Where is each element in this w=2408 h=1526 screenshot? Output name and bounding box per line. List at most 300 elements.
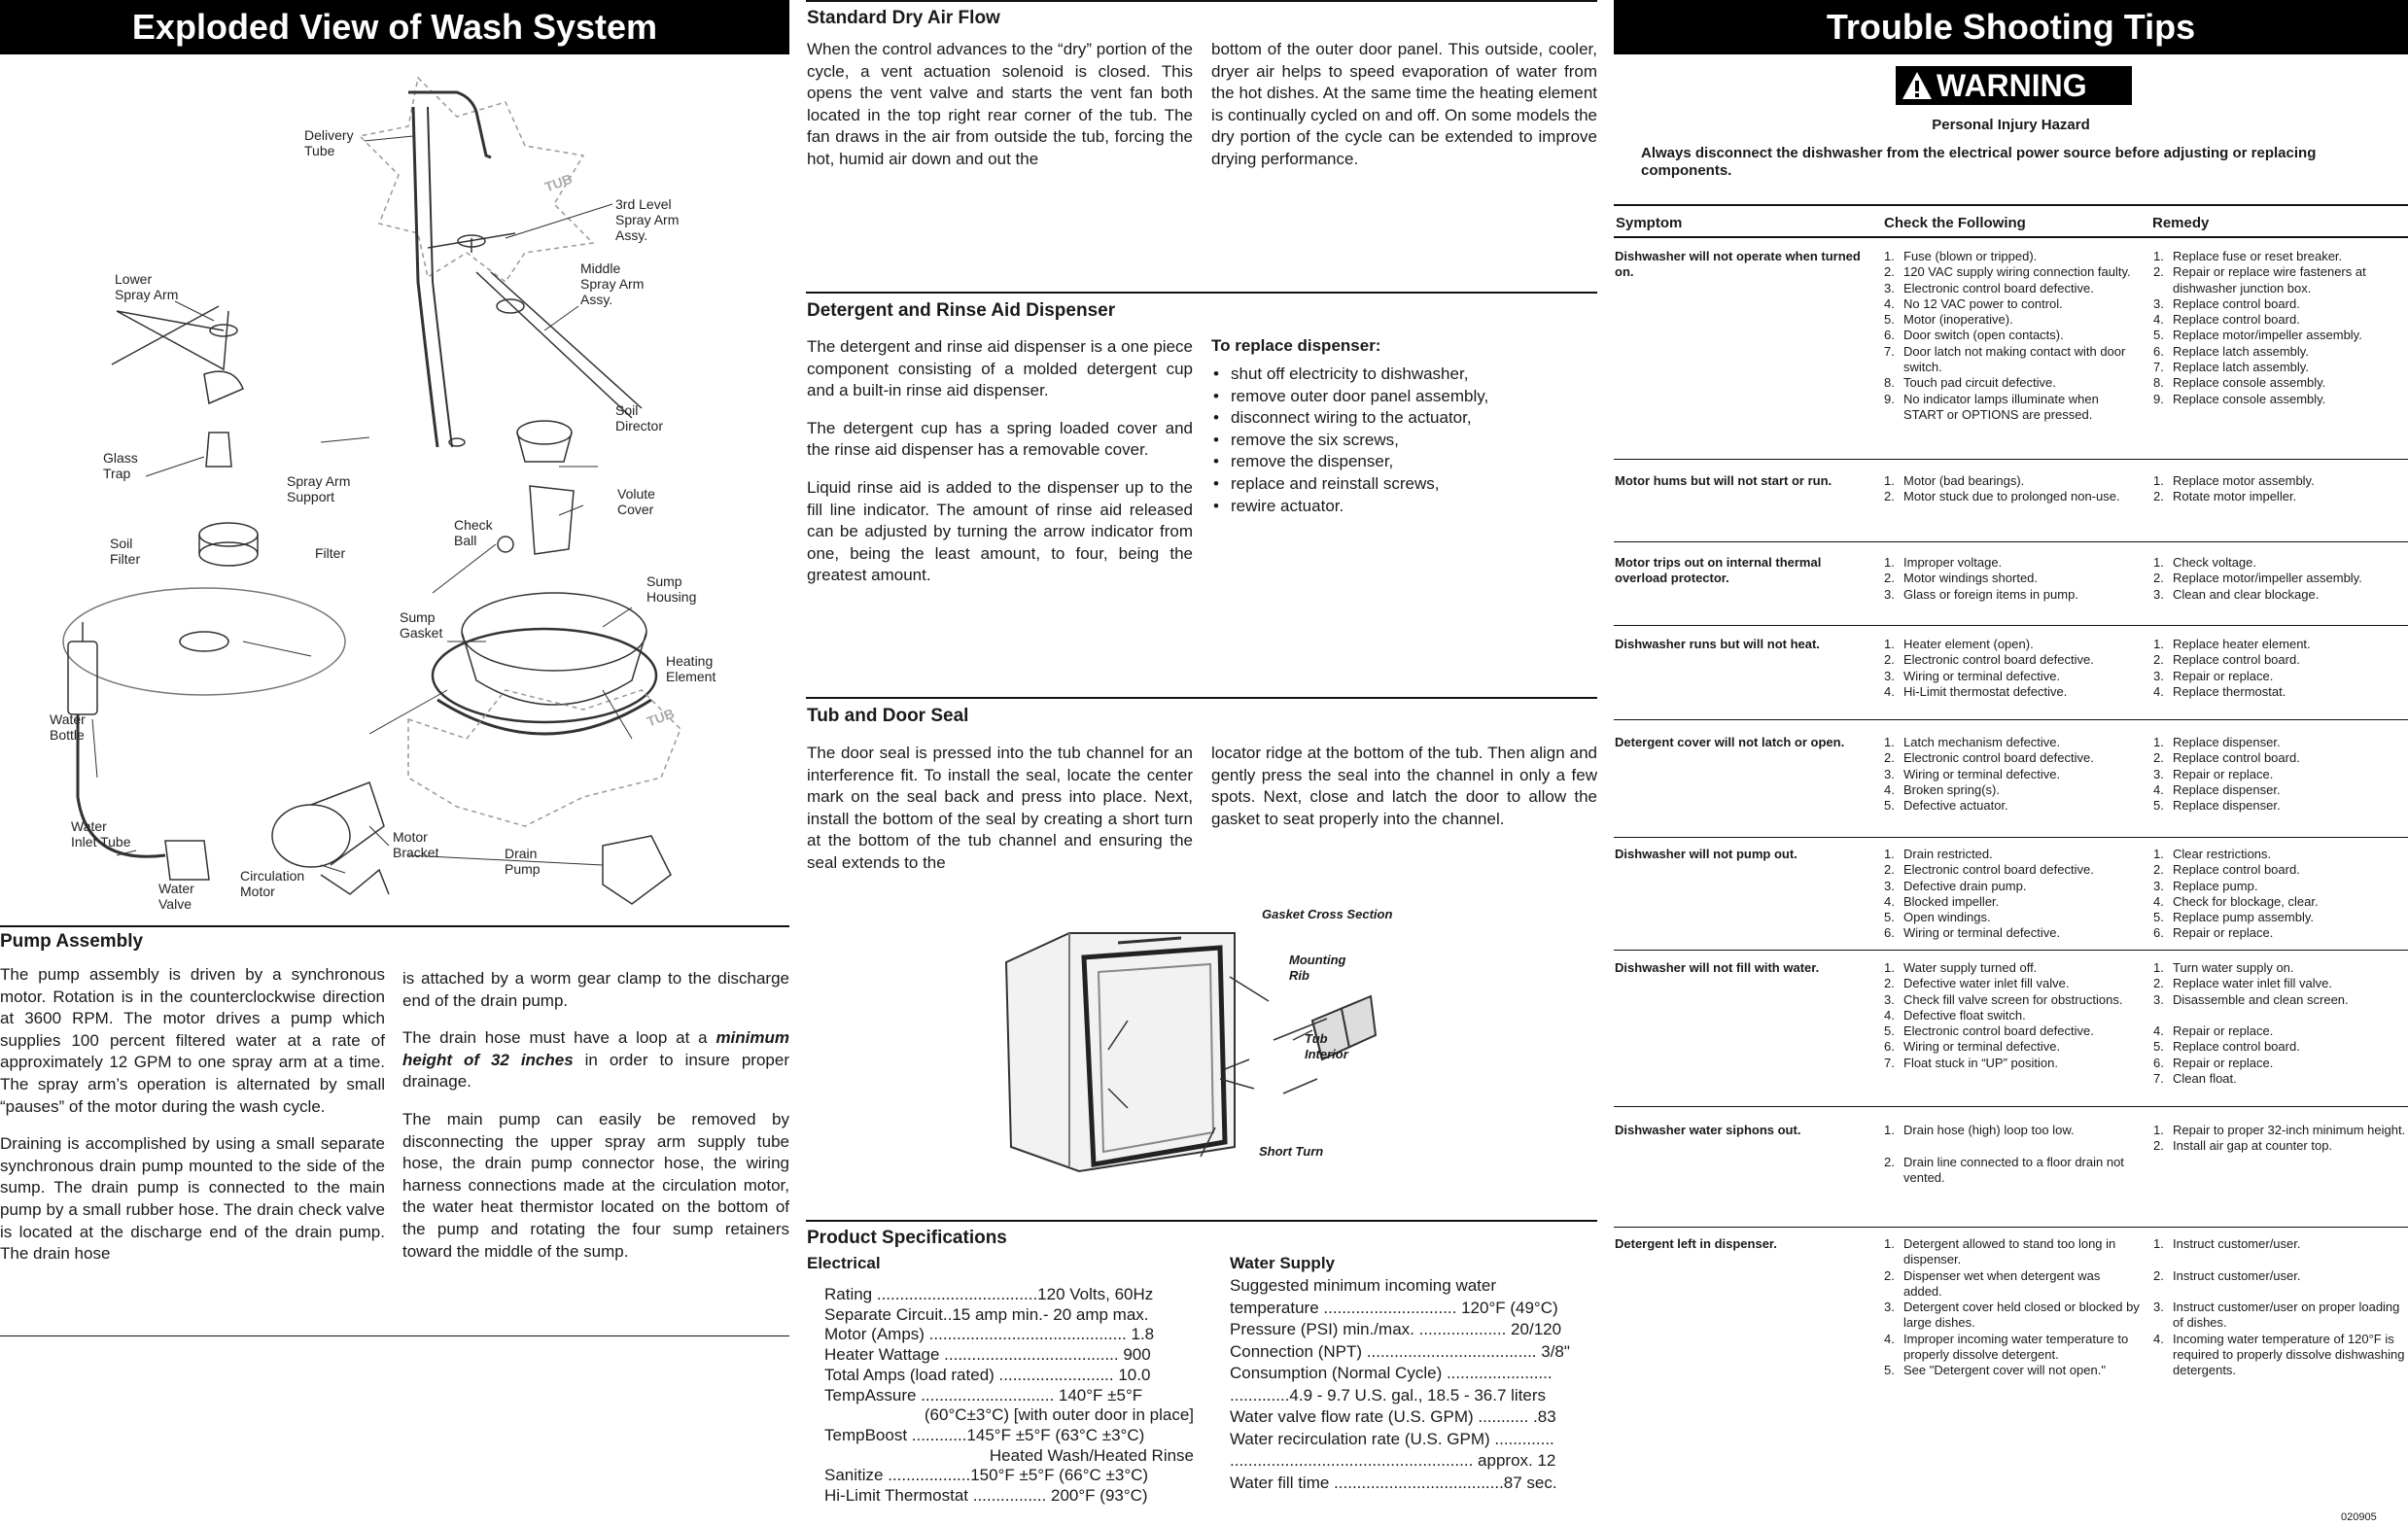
remedy-item: 1. Turn water supply on. xyxy=(2153,960,2294,975)
check-item: 1. Drain hose (high) loop too low. xyxy=(1884,1123,2075,1137)
item-text: Replace latch assembly. xyxy=(2173,343,2309,359)
item-text: Repair or replace wire fasteners at dishwasher junction box. xyxy=(2173,264,2366,295)
symptom-text: Motor trips out on internal thermal overload protector. xyxy=(1615,555,1822,586)
item-text: Replace motor/impeller assembly. xyxy=(2173,571,2362,586)
remedy-item: 3. Repair or replace. xyxy=(2153,766,2274,781)
item-text: Replace control board. xyxy=(2173,295,2300,311)
item-text: Clean and clear blockage. xyxy=(2173,586,2320,602)
item-text: Detergent allowed to stand too long in dispenser. xyxy=(1903,1236,2116,1267)
item-text: Electronic control board defective. xyxy=(1903,1023,2094,1039)
item-text: Open windings. xyxy=(1903,910,1991,925)
remedy-item: 1. Clear restrictions. xyxy=(2153,847,2272,861)
seal-column-1 xyxy=(807,743,1193,890)
check-item: 9. No indicator lamps illuminate when START or OPTIONS are pressed. xyxy=(1884,391,2099,422)
item-text: Heater element (open). xyxy=(1903,637,2034,651)
item-text: Replace motor assembly. xyxy=(2173,473,2315,488)
item-text: Incoming water temperature of 120°F is required to properly dissolve dishwashing detergents. xyxy=(2173,1331,2405,1378)
delivery-tube xyxy=(408,92,491,447)
item-text: Instruct customer/user. xyxy=(2173,1236,2301,1251)
item-text: No 12 VAC power to control. xyxy=(1903,295,2063,311)
remedy-item: 1. Replace motor assembly. xyxy=(2153,473,2315,488)
remedy-item: 6. Repair or replace. xyxy=(2153,1055,2274,1070)
remedy-item: 3. Disassemble and clean screen. xyxy=(2153,991,2349,1007)
label-sump-gasket: Sump Gasket xyxy=(400,609,443,641)
remedy-item: 1. Check voltage. xyxy=(2153,555,2256,570)
row-divider xyxy=(1614,1106,2408,1107)
check-list xyxy=(1882,1123,2141,1186)
symptom-text: Detergent left in dispenser. xyxy=(1615,1236,1777,1251)
item-text: Electronic control board defective. xyxy=(1903,750,2094,766)
remedy-item: 2. Replace control board. xyxy=(2153,862,2300,878)
table-top-rule xyxy=(1614,204,2408,206)
remedy-item: 4. Check for blockage, clear. xyxy=(2153,893,2319,909)
check-item: 4. Blocked impeller. xyxy=(1884,893,2000,909)
check-list xyxy=(1882,1236,2141,1379)
remedy-item: 2. Replace control board. xyxy=(2153,652,2300,668)
warning-badge xyxy=(1896,66,2132,105)
check-item: 5. Electronic control board defective. xyxy=(1884,1023,2094,1039)
warning-triangle-icon xyxy=(1901,70,1934,101)
item-text: Wiring or terminal defective. xyxy=(1903,766,2061,781)
replace-step: • remove outer door panel assembly, xyxy=(1211,386,1597,408)
remedy-item: 3. Repair or replace. xyxy=(2153,668,2274,683)
check-list xyxy=(1882,735,2141,814)
item-text: Replace motor/impeller assembly. xyxy=(2173,328,2362,343)
detergent-column-1 xyxy=(807,336,1193,603)
item-text: Electronic control board defective. xyxy=(1903,280,2094,295)
spec-motor-amps: Motor (Amps) ........................................... 1.8 xyxy=(824,1325,1155,1344)
label-third-level-spray-arm: 3rd Level Spray Arm Assy. xyxy=(615,196,680,243)
check-item: 3. Wiring or terminal defective. xyxy=(1884,668,2061,683)
spec-valve-flow: Water valve flow rate (U.S. GPM) ........... .83 xyxy=(1230,1407,1556,1426)
remedy-item: 9. Replace console assembly. xyxy=(2153,391,2326,406)
spec-recirculation-value: ..................................................... approx. 12 xyxy=(1230,1451,1556,1470)
mounting-rib-label: Mounting Rib xyxy=(1289,953,1346,983)
item-text: Repair or replace. xyxy=(2173,1023,2274,1039)
remedy-item: 1. Replace dispenser. xyxy=(2153,735,2281,749)
remedy-item: 2. Rotate motor impeller. xyxy=(2153,489,2297,504)
detergent-paragraph-1: The detergent and rinse aid dispenser is a one piece component consisting of a molded detergent cup and a built-in rinse aid dispenser. xyxy=(807,337,1193,400)
item-text: Clean float. xyxy=(2173,1071,2237,1087)
remedy-item: 4. Incoming water temperature of 120°F is required to properly dissolve dishwashing detergents. xyxy=(2153,1331,2405,1378)
item-text: Repair or replace. xyxy=(2173,1055,2274,1070)
item-text: Float stuck in “UP” position. xyxy=(1903,1055,2058,1070)
remedy-item xyxy=(2151,1252,2408,1267)
symptom-text: Dishwasher runs but will not heat. xyxy=(1615,637,1820,651)
spec-tempassure: TempAssure ............................. 140°F ±5°F xyxy=(824,1385,1143,1405)
item-text: Install air gap at counter top. xyxy=(2173,1138,2333,1154)
item-text: Wiring or terminal defective. xyxy=(1903,1039,2061,1055)
item-text: Repair or replace. xyxy=(2173,668,2274,683)
remedy-item: 3. Replace pump. xyxy=(2153,878,2258,893)
item-text: No indicator lamps illuminate when START or OPTIONS are pressed. xyxy=(1903,391,2099,422)
remedy-item: 4. Replace control board. xyxy=(2153,312,2300,328)
lower-spray-arm xyxy=(112,306,228,369)
specs-section-rule xyxy=(806,1220,1597,1222)
electrical-specs xyxy=(824,1285,1194,1507)
replace-step: • disconnect wiring to the actuator, xyxy=(1211,407,1597,430)
check-item: 1. Water supply turned off. xyxy=(1884,960,2038,975)
remedy-list xyxy=(2151,555,2408,603)
item-text: Drain hose (high) loop too low. xyxy=(1903,1123,2075,1137)
remedy-item: 4. Replace dispenser. xyxy=(2153,781,2281,797)
detergent-paragraph-2: The detergent cup has a spring loaded cover and the rinse aid dispenser has a removable cover. xyxy=(807,418,1193,460)
drain-hose-min-height: minimum height of 32 inches xyxy=(402,1028,789,1069)
spec-pressure: Pressure (PSI) min./max. ................... 20/120 xyxy=(1230,1320,1562,1338)
item-text: Clear restrictions. xyxy=(2173,847,2272,861)
spec-heater-wattage: Heater Wattage ...................................... 900 xyxy=(824,1345,1151,1365)
item-text: Drain restricted. xyxy=(1903,847,1993,861)
item-text: Replace fuse or reset breaker. xyxy=(2173,249,2343,263)
pump-assembly-title: Pump Assembly xyxy=(0,931,144,952)
seal-section-rule xyxy=(806,697,1597,699)
item-text: Motor windings shorted. xyxy=(1903,571,2039,586)
row-divider xyxy=(1614,459,2408,460)
short-turn-label: Short Turn xyxy=(1259,1144,1324,1159)
pump-section-rule xyxy=(0,925,789,927)
check-item: 3. Detergent cover held closed or blocked by large dishes. xyxy=(1884,1300,2140,1331)
replace-step: • replace and reinstall screws, xyxy=(1211,473,1597,496)
check-item: 1. Heater element (open). xyxy=(1884,637,2034,651)
item-text: Replace console assembly. xyxy=(2173,375,2326,391)
drain-pump xyxy=(603,836,671,904)
label-filter: Filter xyxy=(315,545,346,561)
label-heating-element: Heating Element xyxy=(666,653,716,684)
pump-column-2 xyxy=(402,968,789,1278)
item-text: Motor stuck due to prolonged non-use. xyxy=(1903,489,2120,504)
row-divider xyxy=(1614,719,2408,720)
item-text: Hi-Limit thermostat defective. xyxy=(1903,683,2068,699)
item-text: Replace control board. xyxy=(2173,312,2300,328)
remedy-list xyxy=(2151,1123,2408,1155)
remedy-item: 5. Replace pump assembly. xyxy=(2153,910,2314,925)
item-text: Replace thermostat. xyxy=(2173,683,2286,699)
remedy-list xyxy=(2151,473,2408,505)
remedy-item xyxy=(2151,1284,2408,1300)
sump-gasket xyxy=(433,629,656,722)
dry-paragraph-1: When the control advances to the “dry” portion of the cycle, a vent actuation solenoid is closed. This opens the vent valve and starts the vent fan both located in the top right rear corner of the tub. The fan draws in the air from outside the tub, forcing the hot, humid air down and out the xyxy=(807,40,1193,168)
item-text: Wiring or terminal defective. xyxy=(1903,668,2061,683)
item-text: Door switch (open contacts). xyxy=(1903,328,2064,343)
label-soil-filter: Soil Filter xyxy=(110,536,141,567)
spec-fill-time: Water fill time .....................................87 sec. xyxy=(1230,1473,1557,1492)
third-level-spray-arm xyxy=(428,233,515,253)
item-text: Instruct customer/user on proper loading of dishes. xyxy=(2173,1300,2400,1331)
item-text: 120 VAC supply wiring connection faulty. xyxy=(1903,264,2131,280)
dry-column-1 xyxy=(807,39,1193,187)
check-item: 3. Check fill valve screen for obstructions. xyxy=(1884,991,2123,1007)
remedy-item: 1. Replace heater element. xyxy=(2153,637,2311,651)
replace-dispenser-title: To replace dispenser: xyxy=(1211,336,1381,355)
label-tub-bottom: TUB xyxy=(645,705,677,730)
check-list xyxy=(1882,249,2141,423)
item-text: Replace pump. xyxy=(2173,878,2258,893)
remedy-item: 6. Replace latch assembly. xyxy=(2153,343,2309,359)
filter-disc xyxy=(63,588,345,695)
replace-step: • shut off electricity to dishwasher, xyxy=(1211,364,1597,386)
water-supply-title: Water Supply xyxy=(1230,1254,1335,1272)
dry-column-2 xyxy=(1211,39,1597,187)
spec-water-temp-label: Suggested minimum incoming water xyxy=(1230,1276,1497,1295)
spec-tempboost-note: Heated Wash/Heated Rinse xyxy=(989,1445,1194,1465)
remedy-list xyxy=(2151,637,2408,700)
circulation-motor xyxy=(272,805,350,867)
item-text: Defective water inlet fill valve. xyxy=(1903,976,2070,991)
spray-arm-support xyxy=(206,433,231,467)
soil-director xyxy=(517,421,572,444)
check-item: 8. Touch pad circuit defective. xyxy=(1884,375,2056,391)
item-text: Rotate motor impeller. xyxy=(2173,489,2297,504)
exploded-view-banner: Exploded View of Wash System xyxy=(0,0,789,54)
check-item: 2. Motor windings shorted. xyxy=(1884,571,2039,586)
item-text: Replace control board. xyxy=(2173,862,2300,878)
item-text: Electronic control board defective. xyxy=(1903,862,2094,878)
item-text: Motor (bad bearings). xyxy=(1903,473,2025,488)
water-valve xyxy=(165,841,209,880)
pump-paragraph-1: The pump assembly is driven by a synchronous motor. Rotation is in the counterclockwise direction at 3600 RPM. The motor drives a pump which supplies 100 percent filtered water at a rate of approximately 12 GPM to one spray arm at a time. The spray arm’s operation is alternated by small “pauses” of the motor during the wash cycle. xyxy=(0,965,385,1116)
item-text: Check for blockage, clear. xyxy=(2173,893,2319,909)
item-text: Check voltage. xyxy=(2173,555,2256,570)
label-water-inlet-tube: Water Inlet Tube xyxy=(71,818,131,850)
check-list xyxy=(1882,555,2141,603)
item-text: Dispenser wet when detergent was added. xyxy=(1903,1267,2101,1299)
remedy-item: 5. Replace motor/impeller assembly. xyxy=(2153,328,2362,343)
detergent-section-rule xyxy=(806,292,1597,294)
document-code: 020905 xyxy=(2341,1511,2377,1523)
tub-interior-label: Tub Interior xyxy=(1305,1031,1348,1061)
remedy-item: 6. Repair or replace. xyxy=(2153,925,2274,941)
item-text: Replace control board. xyxy=(2173,652,2300,668)
check-item xyxy=(1882,1138,2141,1154)
gasket-cross-section-label: Gasket Cross Section xyxy=(1262,907,1393,921)
label-volute-cover: Volute Cover xyxy=(617,486,655,517)
item-text: Instruct customer/user. xyxy=(2173,1267,2301,1283)
symptom-text: Dishwasher will not fill with water. xyxy=(1615,960,1820,975)
item-text: Latch mechanism defective. xyxy=(1903,735,2061,749)
check-item: 4. Broken spring(s). xyxy=(1884,781,2000,797)
label-glass-trap: Glass Trap xyxy=(103,450,138,481)
check-item: 2. Defective water inlet fill valve. xyxy=(1884,976,2070,991)
check-list xyxy=(1882,847,2141,942)
row-divider xyxy=(1614,950,2408,951)
label-water-bottle: Water Bottle xyxy=(50,711,86,743)
row-divider xyxy=(1614,837,2408,838)
left-bottom-rule xyxy=(0,1335,789,1336)
spec-sanitize: Sanitize ..................150°F ±5°F (66°C ±3°C) xyxy=(824,1466,1149,1485)
check-item: 2. 120 VAC supply wiring connection faulty. xyxy=(1884,264,2131,280)
check-item: 4. No 12 VAC power to control. xyxy=(1884,295,2063,311)
item-text: Disassemble and clean screen. xyxy=(2173,991,2349,1007)
remedy-item: 3. Clean and clear blockage. xyxy=(2153,586,2320,602)
check-item: 1. Improper voltage. xyxy=(1884,555,2003,570)
detergent-dispenser-title: Detergent and Rinse Aid Dispenser xyxy=(807,300,1116,321)
remedy-item: 7. Replace latch assembly. xyxy=(2153,360,2309,375)
check-item: 2. Motor stuck due to prolonged non-use. xyxy=(1884,489,2120,504)
table-header-rule xyxy=(1614,236,2408,238)
check-item: 5. Open windings. xyxy=(1884,910,1991,925)
label-soil-director: Soil Director xyxy=(615,402,664,434)
trouble-shooting-banner: Trouble Shooting Tips xyxy=(1614,0,2408,54)
check-list xyxy=(1882,960,2141,1071)
remedy-item: 4. Replace thermostat. xyxy=(2153,683,2286,699)
item-text: Replace latch assembly. xyxy=(2173,360,2309,375)
pump-paragraph-2: Draining is accomplished by using a small separate synchronous drain pump mounted to the side of the sump. The drain pump is connected to the main pump by a small rubber hose. The drain check valve is located at the discharge end of the drain pump. The drain hose xyxy=(0,1134,385,1264)
check-list xyxy=(1882,637,2141,700)
item-text: Drain line connected to a floor drain not vented. xyxy=(1903,1154,2124,1185)
replace-step: • remove the dispenser, xyxy=(1211,451,1597,473)
item-text: Check fill valve screen for obstructions. xyxy=(1903,991,2123,1007)
item-text: Defective actuator. xyxy=(1903,798,2008,814)
warning-text: Always disconnect the dishwasher from the electrical power source before adjusting or replacing components. xyxy=(1641,145,2317,179)
drain-hose-text-pre: The drain hose must have a loop at a xyxy=(402,1028,716,1048)
check-item: 2. Drain line connected to a floor drain not vented. xyxy=(1884,1154,2124,1185)
replace-dispenser-steps xyxy=(1211,364,1597,517)
check-item: 4. Defective float switch. xyxy=(1884,1007,2026,1023)
remedy-item: 8. Replace console assembly. xyxy=(2153,375,2326,391)
check-item: 1. Fuse (blown or tripped). xyxy=(1884,249,2038,263)
header-check: Check the Following xyxy=(1884,215,2026,231)
item-text: Replace control board. xyxy=(2173,750,2300,766)
row-divider xyxy=(1614,1227,2408,1228)
spec-consumption: Consumption (Normal Cycle) ....................... xyxy=(1230,1364,1553,1382)
seal-paragraph-1: The door seal is pressed into the tub channel for an interference fit. To install the seal, locate the center mark on the seal back and press into place. Next, install the bottom of the seal by creating a short turn at the bottom of the tub channel and ensuring the seal extends to the xyxy=(807,744,1193,872)
item-text: Blocked impeller. xyxy=(1903,893,2000,909)
check-list xyxy=(1882,473,2141,505)
tub-outline-bottom xyxy=(408,690,681,826)
item-text: Replace water inlet fill valve. xyxy=(2173,976,2333,991)
label-motor-bracket: Motor Bracket xyxy=(393,829,439,860)
spec-consumption-value: .............4.9 - 9.7 U.S. gal., 18.5 - 36.7 liters xyxy=(1230,1385,1547,1405)
row-divider xyxy=(1614,625,2408,626)
label-spray-arm-support: Spray Arm Support xyxy=(287,473,351,504)
item-text: Replace dispenser. xyxy=(2173,735,2281,749)
pump-paragraph-3: is attached by a worm gear clamp to the discharge end of the drain pump. xyxy=(402,969,789,1010)
remedy-item xyxy=(2151,1008,2408,1023)
check-item: 7. Door latch not making contact with door switch. xyxy=(1884,343,2126,375)
item-text: Motor (inoperative). xyxy=(1903,312,2013,328)
pump-paragraph-4 xyxy=(402,1027,789,1093)
drain-hose-text-post: in order to insure proper drainage. xyxy=(402,1050,789,1092)
remedy-item: 2. Repair or replace wire fasteners at dishwasher junction box. xyxy=(2153,264,2366,295)
replace-dispenser-block xyxy=(1211,336,1597,517)
item-text: Door latch not making contact with door switch. xyxy=(1903,343,2126,375)
item-text: Improper incoming water temperature to properly dissolve detergent. xyxy=(1903,1331,2129,1363)
item-text: Replace dispenser. xyxy=(2173,798,2281,814)
check-item: 2. Dispenser wet when detergent was added. xyxy=(1884,1267,2101,1299)
item-text: Repair or replace. xyxy=(2173,766,2274,781)
exploded-view-diagram xyxy=(0,58,789,923)
item-text: See "Detergent cover will not open." xyxy=(1903,1363,2106,1378)
check-item: 3. Glass or foreign items in pump. xyxy=(1884,586,2078,602)
symptom-text: Dishwasher water siphons out. xyxy=(1615,1123,1801,1137)
pump-paragraph-5: The main pump can easily be removed by disconnecting the upper spray arm supply tube hose, the drain pump connector hose, the wiring harness connections made at the circulation motor, the water heat thermistor located on the bottom of the pump and rotating the four sump retainers toward the middle of the sump. xyxy=(402,1109,789,1261)
check-item: 7. Float stuck in “UP” position. xyxy=(1884,1055,2058,1070)
sump-housing xyxy=(462,593,646,671)
header-remedy: Remedy xyxy=(2152,215,2210,231)
item-text: Improper voltage. xyxy=(1903,555,2003,570)
remedy-list xyxy=(2151,249,2408,407)
item-text: Repair or replace. xyxy=(2173,925,2274,941)
remedy-item: 2. Install air gap at counter top. xyxy=(2153,1138,2333,1154)
item-text: Electronic control board defective. xyxy=(1903,652,2094,668)
remedy-item: 5. Replace control board. xyxy=(2153,1039,2300,1055)
remedy-item: 3. Replace control board. xyxy=(2153,295,2300,311)
tub-door-seal-title: Tub and Door Seal xyxy=(807,706,969,726)
check-item: 3. Defective drain pump. xyxy=(1884,878,2027,893)
check-item: 2. Electronic control board defective. xyxy=(1884,652,2094,668)
seal-paragraph-2: locator ridge at the bottom of the tub. Then align and gently press the seal into the channel in only a few spots. Next, close and latch the door to allow the gasket to seat properly into the channel. xyxy=(1211,744,1597,828)
label-delivery-tube: Delivery Tube xyxy=(304,127,354,158)
check-item: 3. Wiring or terminal defective. xyxy=(1884,766,2061,781)
check-item: 3. Electronic control board defective. xyxy=(1884,280,2094,295)
check-item: 1. Detergent allowed to stand too long in dispenser. xyxy=(1884,1236,2116,1267)
check-item: 5. Motor (inoperative). xyxy=(1884,312,2013,328)
remedy-list xyxy=(2151,847,2408,942)
item-text: Replace heater element. xyxy=(2173,637,2311,651)
header-symptom: Symptom xyxy=(1616,215,1683,231)
volute-cover xyxy=(530,486,574,554)
warning-label: WARNING xyxy=(1937,68,2087,103)
spec-circuit: Separate Circuit..15 amp min.- 20 amp max. xyxy=(824,1304,1149,1324)
motor-bracket xyxy=(321,870,389,894)
dry-section-rule xyxy=(806,0,1597,2)
spec-recirculation: Water recirculation rate (U.S. GPM) ............. xyxy=(1230,1429,1554,1448)
item-text: Replace pump assembly. xyxy=(2173,910,2314,925)
remedy-item: 5. Replace dispenser. xyxy=(2153,798,2281,814)
spec-tempassure-note: (60°C±3°C) [with outer door in place] xyxy=(924,1405,1194,1425)
spec-connection: Connection (NPT) ..................................... 3/8" xyxy=(1230,1341,1570,1361)
check-item: 1. Motor (bad bearings). xyxy=(1884,473,2025,488)
product-specifications-title: Product Specifications xyxy=(807,1228,1007,1248)
replace-step: • remove the six screws, xyxy=(1211,430,1597,452)
label-sump-housing: Sump Housing xyxy=(646,573,697,605)
electrical-title: Electrical xyxy=(807,1254,881,1272)
check-item: 1. Drain restricted. xyxy=(1884,847,1993,861)
spec-water-temp: temperature ............................. 120°F (49°C) xyxy=(1230,1298,1558,1317)
label-water-valve: Water Valve xyxy=(158,881,194,912)
symptom-text: Dishwasher will not pump out. xyxy=(1615,847,1797,861)
item-text: Repair to proper 32-inch minimum height. xyxy=(2173,1123,2406,1137)
item-text: Replace console assembly. xyxy=(2173,391,2326,406)
check-item: 6. Door switch (open contacts). xyxy=(1884,328,2064,343)
check-item: 6. Wiring or terminal defective. xyxy=(1884,925,2061,941)
check-item: 5. Defective actuator. xyxy=(1884,798,2008,814)
item-text: Defective float switch. xyxy=(1903,1007,2026,1023)
label-drain-pump: Drain Pump xyxy=(505,846,541,877)
item-text: Defective drain pump. xyxy=(1903,878,2027,893)
item-text: Detergent cover held closed or blocked by large dishes. xyxy=(1903,1300,2140,1331)
water-bottle xyxy=(68,642,97,714)
item-text: Wiring or terminal defective. xyxy=(1903,925,2061,941)
row-divider xyxy=(1614,541,2408,542)
check-item: 1. Latch mechanism defective. xyxy=(1884,735,2061,749)
remedy-list xyxy=(2151,1236,2408,1379)
item-text: Water supply turned off. xyxy=(1903,960,2038,975)
check-item: 5. See "Detergent cover will not open." xyxy=(1884,1363,2106,1378)
remedy-item: 7. Clean float. xyxy=(2153,1071,2237,1087)
item-text: Turn water supply on. xyxy=(2173,960,2294,975)
detergent-paragraph-3: Liquid rinse aid is added to the dispenser up to the fill line indicator. The amount of rinse aid released can be adjusted by turning the arrow indicator from one, being the least amount, to four, being the greatest amount. xyxy=(807,477,1193,585)
replace-step: • rewire actuator. xyxy=(1211,496,1597,518)
label-middle-spray-arm: Middle Spray Arm Assy. xyxy=(580,260,645,307)
personal-injury-hazard: Personal Injury Hazard xyxy=(1932,117,2090,133)
spec-rating: Rating ...................................120 Volts, 60Hz xyxy=(824,1285,1154,1303)
remedy-item: 1. Instruct customer/user. xyxy=(2153,1236,2301,1251)
check-item: 4. Hi-Limit thermostat defective. xyxy=(1884,683,2068,699)
check-item: 2. Electronic control board defective. xyxy=(1884,862,2094,878)
glass-trap xyxy=(204,371,243,403)
item-text: Glass or foreign items in pump. xyxy=(1903,586,2078,602)
